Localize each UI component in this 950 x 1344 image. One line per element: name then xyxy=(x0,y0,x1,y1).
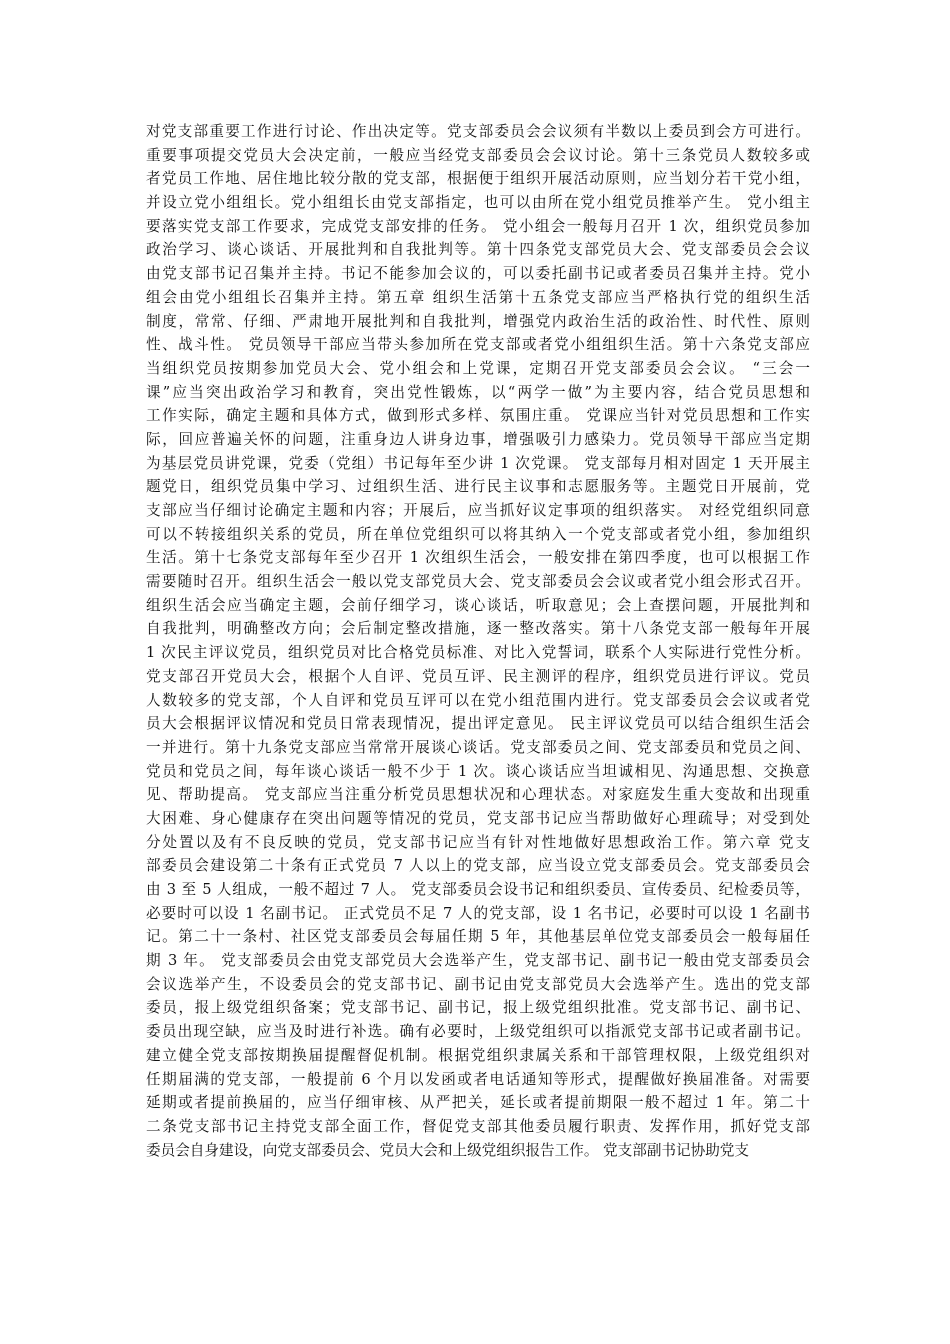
text-line: 延期或者提前换届的，应当仔细审核、从严把关，延长或者提前期限一般不超过 1 年。第二十 xyxy=(146,1094,810,1112)
text-line: 际，回应普遍关怀的问题，注重身边人讲身边事，增强吸引力感染力。党员领导干部应当定期 xyxy=(146,430,810,448)
text-line: 任期届满的党支部，一般提前 6 个月以发函或者电话通知等形式，提醒做好换届准备。对需要 xyxy=(146,1070,810,1088)
text-line: 当组织党员按期参加党员大会、党小组会和上党课，定期召开党支部委员会会议。 “三会一 xyxy=(146,359,810,377)
text-line: 一并进行。第十九条党支部应当常常开展谈心谈话。党支部委员之间、党支部委员和党员之间、 xyxy=(146,738,810,756)
text-line: 记。第二十一条村、社区党支部委员会每届任期 5 年，其他基层单位党支部委员会一般每届任 xyxy=(146,928,810,946)
text-line: 委员，报上级党组织备案；党支部书记、副书记，报上级党组织批准。党支部书记、副书记、 xyxy=(146,999,810,1017)
text-line: 自我批判，明确整改方向；会后制定整改措施，逐一整改落实。第十八条党支部一般每年开展 xyxy=(146,620,810,638)
text-line: 由党支部书记召集并主持。书记不能参加会议的，可以委托副书记或者委员召集并主持。党小 xyxy=(146,265,810,283)
text-line: 建立健全党支部按期换届提醒督促机制。根据党组织隶属关系和干部管理权限，上级党组织对 xyxy=(146,1046,810,1064)
text-line: 生活。第十七条党支部每年至少召开 1 次组织生活会，一般安排在第四季度，也可以根据工作 xyxy=(146,549,810,567)
text-line: 性、战斗性。 党员领导干部应当带头参加所在党支部或者党小组组织生活。第十六条党支部应 xyxy=(146,336,810,354)
text-line: 二条党支部书记主持党支部全面工作，督促党支部其他委员履行职责、发挥作用，抓好党支部 xyxy=(146,1117,810,1135)
text-line: 1 次民主评议党员，组织党员对比合格党员标准、对比入党誓词，联系个人实际进行党性分析。 xyxy=(146,644,810,662)
text-line: 期 3 年。 党支部委员会由党支部党员大会选举产生，党支部书记、副书记一般由党支部委员会 xyxy=(146,952,810,970)
text-line: 由 3 至 5 人组成，一般不超过 7 人。 党支部委员会设书记和组织委员、宣传委员、纪检委员等， xyxy=(146,881,810,898)
text-line: 对党支部重要工作进行讨论、作出决定等。党支部委员会会议须有半数以上委员到会方可进行。 xyxy=(146,123,810,140)
text-line: 人数较多的党支部，个人自评和党员互评可以在党小组范围内进行。党支部委员会会议或者党 xyxy=(146,691,810,709)
text-line: 委员出现空缺，应当及时进行补选。确有必要时，上级党组织可以指派党支部书记或者副书记。 xyxy=(146,1023,810,1041)
text-line: 需要随时召开。组织生活会一般以党支部党员大会、党支部委员会会议或者党小组会形式召开。 xyxy=(146,573,810,591)
text-line: 大困难、身心健康存在突出问题等情况的党员，党支部书记应当帮助做好心理疏导；对受到处 xyxy=(146,809,810,827)
text-line: 必要时可以设 1 名副书记。 正式党员不足 7 人的党支部，设 1 名书记，必要时可以设 1 名副书 xyxy=(146,904,810,922)
text-line: 党员和党员之间，每年谈心谈话一般不少于 1 次。谈心谈话应当坦诚相见、沟通思想、交换意 xyxy=(146,762,810,780)
text-line: 题党日，组织党员集中学习、过组织生活、进行民主议事和志愿服务等。主题党日开展前，党 xyxy=(146,478,810,496)
text-line: 组会由党小组组长召集并主持。第五章 组织生活第十五条党支部应当严格执行党的组织生活 xyxy=(146,288,810,306)
text-line: 者党员工作地、居住地比较分散的党支部，根据便于组织开展活动原则，应当划分若干党小组， xyxy=(146,170,810,188)
text-line: 部委员会建设第二十条有正式党员 7 人以上的党支部，应当设立党支部委员会。党支部委员会 xyxy=(146,857,810,875)
text-line: 为基层党员讲党课，党委（党组）书记每年至少讲 1 次党课。 党支部每月相对固定 1 天开展主 xyxy=(146,454,810,472)
body-text xyxy=(146,120,810,1162)
text-line: 工作实际，确定主题和具体方式，做到形式多样、氛围庄重。 党课应当针对党员思想和工作实 xyxy=(146,407,810,425)
text-line: 并设立党小组组长。党小组组长由党支部指定，也可以由所在党小组党员推举产生。 党小组主 xyxy=(146,194,810,212)
text-line: 会议选举产生，不设委员会的党支部书记、副书记由党支部党员大会选举产生。选出的党支部 xyxy=(146,975,810,993)
text-line: 组织生活会应当确定主题，会前仔细学习，谈心谈话，听取意见；会上查摆问题，开展批判和 xyxy=(146,596,810,614)
text-line: 党支部召开党员大会，根据个人自评、党员互评、民主测评的程序，组织党员进行评议。党员 xyxy=(146,667,810,685)
text-line: 重要事项提交党员大会决定前，一般应当经党支部委员会会议讨论。第十三条党员人数较多或 xyxy=(146,146,810,164)
text-line: 支部应当仔细讨论确定主题和内容；开展后，应当抓好议定事项的组织落实。 对经党组织同意 xyxy=(146,502,810,519)
text-line: 要落实党支部工作要求，完成党支部安排的任务。 党小组会一般每月召开 1 次，组织党员参加 xyxy=(146,217,810,235)
text-line: 课”应当突出政治学习和教育，突出党性锻炼，以“两学一做”为主要内容，结合党员思想和 xyxy=(146,383,810,401)
text-line: 政治学习、谈心谈话、开展批判和自我批判等。第十四条党支部党员大会、党支部委员会会议 xyxy=(146,241,810,259)
text-line: 制度，常常、仔细、严肃地开展批判和自我批判，增强党内政治生活的政治性、时代性、原则 xyxy=(146,312,810,330)
text-line: 员大会根据评议情况和党员日常表现情况，提出评定意见。 民主评议党员可以结合组织生活会 xyxy=(146,715,810,733)
text-line: 委员会自身建设，向党支部委员会、党员大会和上级党组织报告工作。 党支部副书记协助党支 xyxy=(146,1141,749,1159)
text-line: 可以不转接组织关系的党员，所在单位党组织可以将其纳入一个党支部或者党小组，参加组织 xyxy=(146,525,810,543)
text-line: 见、帮助提高。 党支部应当注重分析党员思想状况和心理状态。对家庭发生重大变故和出现重 xyxy=(146,786,810,804)
text-line: 分处置以及有不良反映的党员，党支部书记应当有针对性地做好思想政治工作。第六章 党支 xyxy=(146,833,810,851)
